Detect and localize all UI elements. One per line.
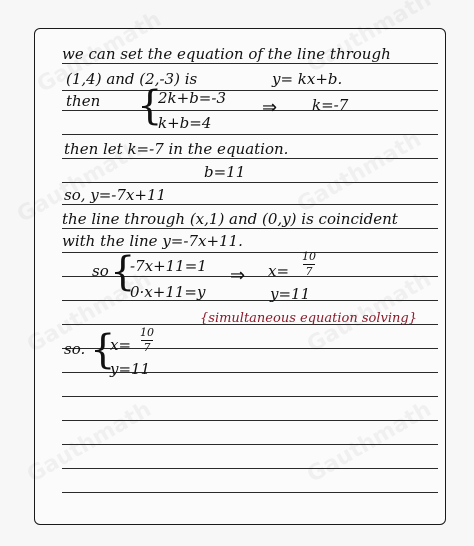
fraction-numerator: 10: [302, 250, 316, 263]
ruled-line: [62, 396, 438, 397]
then-label: then: [66, 92, 101, 110]
x-solution-label: x=: [268, 262, 290, 280]
coincident-statement: the line through (x,1) and (0,y) is coincident: [62, 210, 398, 228]
system-brace: {: [137, 83, 163, 129]
system-brace: {: [110, 249, 136, 295]
system1-equation-2: k+b=4: [158, 114, 212, 132]
given-points: (1,4) and (2,-3) is: [66, 70, 198, 88]
substitution-step: then let k=-7 in the equation.: [64, 140, 289, 158]
ruled-line: [62, 300, 438, 301]
b-result: b=11: [204, 163, 246, 181]
fraction-denominator: 7: [143, 341, 151, 354]
ruled-line: [62, 158, 438, 159]
ruled-line: [62, 492, 438, 493]
ruled-line: [62, 204, 438, 205]
final-y: y=11: [110, 360, 151, 378]
implies-arrow: ⇒: [262, 97, 278, 118]
ruled-line: [62, 90, 438, 91]
system2-equation-1: -7x+11=1: [130, 257, 207, 275]
ruled-line: [62, 444, 438, 445]
ruled-line: [62, 134, 438, 135]
method-annotation: {simultaneous equation solving}: [200, 311, 417, 326]
line-equation-result: so, y=-7x+11: [64, 186, 167, 204]
final-so-label: so.: [64, 340, 86, 358]
ruled-line: [62, 63, 438, 64]
coincident-statement-2: with the line y=-7x+11.: [62, 232, 243, 250]
ruled-line: [62, 110, 438, 111]
k-result: k=-7: [312, 96, 349, 114]
text-line-1: we can set the equation of the line through: [62, 45, 391, 63]
ruled-line: [62, 228, 438, 229]
fraction-numerator: 10: [140, 326, 154, 339]
ruled-line: [62, 468, 438, 469]
final-x-fraction: [140, 327, 154, 354]
final-brace: {: [90, 327, 116, 373]
system1-equation-1: 2k+b=-3: [158, 89, 226, 107]
final-x-label: x=: [110, 336, 132, 354]
ruled-line: [62, 182, 438, 183]
line-equation-form: y= kx+b.: [272, 70, 343, 88]
ruled-line: [62, 420, 438, 421]
implies-arrow: ⇒: [230, 265, 246, 286]
system2-equation-2: 0·x+11=y: [130, 283, 206, 301]
so-label: so: [92, 262, 109, 280]
fraction-denominator: 7: [305, 265, 313, 278]
x-solution-fraction: [302, 251, 316, 278]
y-solution: y=11: [270, 285, 311, 303]
